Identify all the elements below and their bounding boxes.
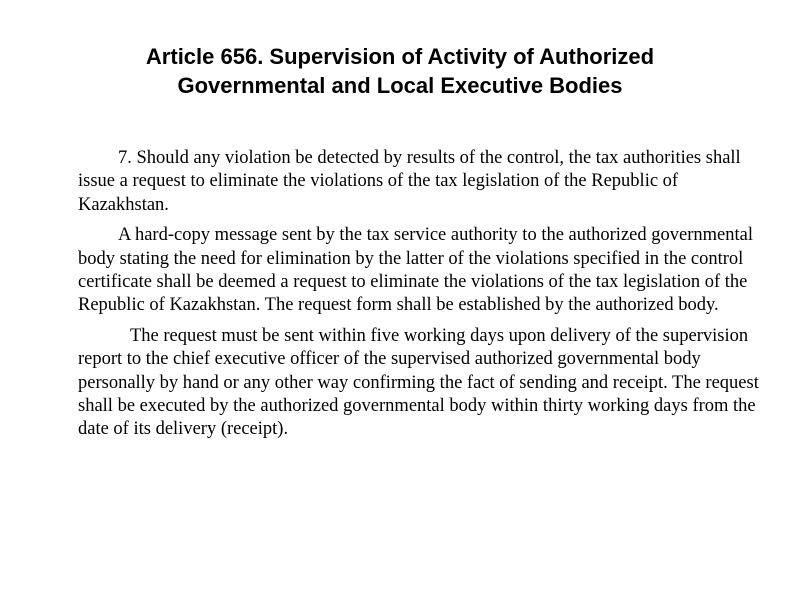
paragraph-2: A hard-copy message sent by the tax service authority to the authorized governmental body stating the need for elimination by the latter of the violations specified in the control certificate shall be deemed a request to eliminate the violations of the tax legislation of the Republic of Kazakhstan. The request form shall be established by the authorized body. <box>78 225 753 316</box>
article-title-line-1: Article 656. Supervision of Activity of Authorized <box>145 44 655 69</box>
paragraph-3: The request must be sent within five working days upon delivery of the supervision report to the chief executive officer of the supervised authorized governmental body personally by hand or any other way confirming the fact of sending and receipt. The request shall be executed by the authorized governmental body within thirty working days from the date of its delivery (receipt). <box>78 325 759 440</box>
article-title-line-2: Governmental and Local Executive Bodies <box>177 73 623 98</box>
article-body <box>78 147 760 449</box>
article-title <box>40 42 760 100</box>
paragraph-1: 7. Should any violation be detected by results of the control, the tax authorities shall issue a request to eliminate the violations of the tax legislation of the Republic of Kazakhstan. <box>78 148 741 215</box>
